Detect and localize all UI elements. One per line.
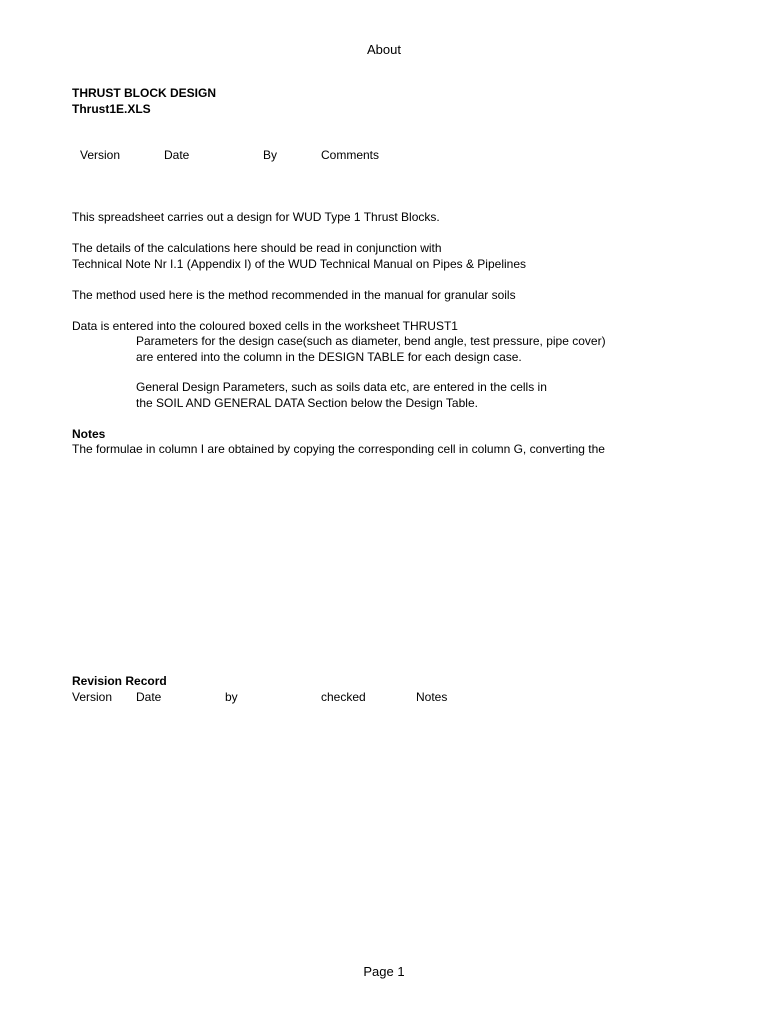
revision-by-header: by <box>225 690 238 704</box>
date-column-header: Date <box>164 148 190 162</box>
page-header-title: About <box>367 42 401 57</box>
comments-column-header: Comments <box>321 148 380 162</box>
notes-heading: Notes <box>72 427 106 441</box>
revision-date-header: Date <box>136 690 162 704</box>
revision-record-heading: Revision Record <box>72 674 167 688</box>
details-text-line2: Technical Note Nr I.1 (Appendix I) of the WUD Technical Manual on Pipes & Pipelines <box>72 257 527 271</box>
document-title: THRUST BLOCK DESIGN <box>72 86 216 100</box>
revision-version-header: Version <box>72 690 113 704</box>
revision-notes-header: Notes <box>416 690 448 704</box>
method-text: The method used here is the method recommended in the manual for granular soils <box>72 288 516 302</box>
page-number: Page 1 <box>363 964 405 979</box>
general-params-text-line2: the SOIL AND GENERAL DATA Section below the Design Table. <box>136 396 478 410</box>
revision-checked-header: checked <box>321 690 366 704</box>
by-column-header: By <box>263 148 278 162</box>
version-column-header: Version <box>80 148 121 162</box>
parameters-text-line2: are entered into the column in the DESIGN TABLE for each design case. <box>136 350 522 364</box>
general-params-text-line1: General Design Parameters, such as soils data etc, are entered in the cells in <box>136 380 547 394</box>
parameters-text-line1: Parameters for the design case(such as diameter, bend angle, test pressure, pipe cover) <box>136 334 606 348</box>
notes-text: The formulae in column I are obtained by copying the corresponding cell in column G, converting the <box>72 442 605 456</box>
details-text-line1: The details of the calculations here should be read in conjunction with <box>72 241 442 255</box>
intro-text: This spreadsheet carries out a design for WUD Type 1 Thrust Blocks. <box>72 210 440 224</box>
data-entry-text: Data is entered into the coloured boxed cells in the worksheet THRUST1 <box>72 319 458 333</box>
document-filename: Thrust1E.XLS <box>72 102 151 116</box>
